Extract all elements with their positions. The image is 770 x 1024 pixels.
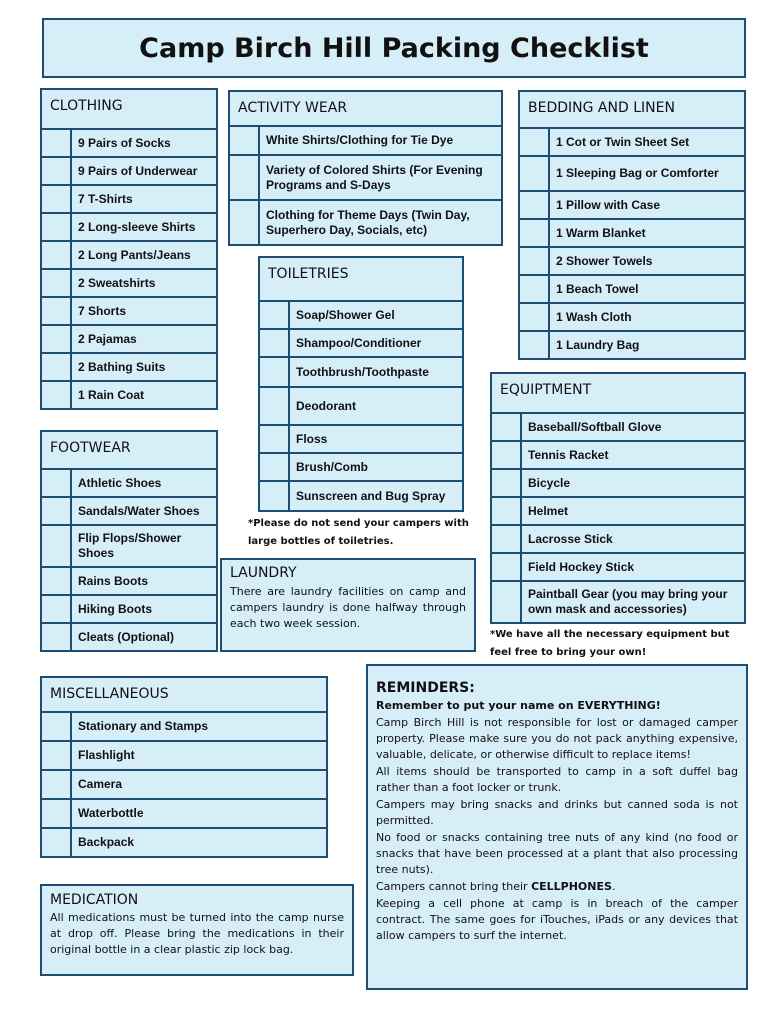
checklist-row [42,711,326,740]
checklist-row [42,769,326,798]
checklist-item-label: 1 Rain Coat [78,387,145,402]
reminders-p1: Camp Birch Hill is not responsible for lost or damaged camper property. Please make sure you do not pack anything expensive, valuable, delicate, or otherwise difficult to replace items! [376,716,738,761]
checklist-item-label: Soap/Shower Gel [296,307,395,322]
checkbox[interactable] [42,242,72,268]
checklist-item-label: Waterbottle [78,806,144,820]
checklist-row [42,594,216,622]
checklist-row [42,524,216,566]
checkbox[interactable] [260,388,290,424]
checklist-row [492,524,744,552]
checklist-item-label: Shampoo/Conditioner [296,335,422,350]
checklist-item-label: Baseball/Softball Glove [528,419,662,434]
checkbox[interactable] [42,270,72,296]
checkbox[interactable] [42,326,72,352]
title-banner [42,18,746,78]
checkbox[interactable] [492,498,522,524]
checklist-item-label: Deodorant [296,398,356,413]
checkbox[interactable] [42,771,72,798]
checklist-item-label: Camera [78,777,123,791]
checklist-item-label: 1 Wash Cloth [556,309,632,324]
checkbox[interactable] [492,526,522,552]
activity-wear-heading: ACTIVITY WEAR [238,100,348,116]
footwear-heading: FOOTWEAR [50,440,131,456]
checkbox[interactable] [520,276,550,302]
checklist-row [260,452,462,480]
checklist-row [260,386,462,424]
reminders-heading: REMINDERS: [376,680,475,696]
checklist-item-label: Backpack [78,835,135,849]
checklist-row [492,552,744,580]
checklist-item-label: 7 T-Shirts [78,191,133,206]
checklist-item-label: Field Hockey Stick [528,559,635,574]
footwear-section [40,430,218,652]
checkbox[interactable] [260,302,290,328]
checklist-row [42,268,216,296]
toiletries-note: *Please do not send your campers with large bottles of toiletries. [248,518,469,547]
checkbox[interactable] [42,829,72,856]
checkbox[interactable] [42,624,72,650]
checkbox[interactable] [42,158,72,184]
reminders-lead: Remember to put your name on EVERYTHING! [376,699,661,712]
checklist-item-label: 2 Pajamas [78,331,137,346]
checklist-item-label: 9 Pairs of Socks [78,135,171,150]
equipment-list [492,412,744,622]
reminders-p4: No food or snacks containing tree nuts of any kind (no food or snacks that have been processed at a plant that also processing tree nuts). [376,831,738,876]
checklist-item-label: Bicycle [528,475,571,490]
checkbox[interactable] [42,130,72,156]
checklist-row [260,328,462,356]
checklist-row [492,580,744,622]
checklist-item-label: Paintball Gear (you may bring your own mask and accessories) [528,587,728,616]
checklist-row [520,127,744,155]
equipment-note: *We have all the necessary equipment but feel free to bring your own! [490,629,730,658]
toiletries-section [258,256,464,512]
checklist-row [520,190,744,218]
checklist-row [42,468,216,496]
checkbox[interactable] [230,201,260,244]
checklist-row [492,440,744,468]
checklist-row [260,424,462,452]
checkbox[interactable] [492,414,522,440]
checklist-item-label: 2 Bathing Suits [78,359,166,374]
reminders-p6: Keeping a cell phone at camp is in breach of the camper contract. The same goes for iTouches, iPads or any devices that allow campers to surf the internet. [376,897,738,942]
checklist-item-label: 7 Shorts [78,303,127,318]
checklist-row [492,496,744,524]
checklist-row [520,246,744,274]
misc-list [42,711,326,856]
checklist-row [230,199,501,244]
checklist-row [492,468,744,496]
checklist-row [42,740,326,769]
checklist-item-label: Lacrosse Stick [528,531,613,546]
checkbox[interactable] [42,298,72,324]
checklist-item-label: Toothbrush/Toothpaste [296,364,429,379]
checklist-item-label: Brush/Comb [296,459,368,474]
checkbox[interactable] [42,186,72,212]
checkbox[interactable] [42,382,72,408]
checklist-row [492,412,744,440]
checklist-item-label: Cleats (Optional) [78,629,175,644]
checkbox[interactable] [520,129,550,155]
activity-wear-section [228,90,503,246]
checklist-row [42,827,326,856]
medication-heading: MEDICATION [50,892,139,908]
checkbox[interactable] [520,220,550,246]
checklist-item-label: 1 Beach Towel [556,281,639,296]
activity-wear-list [230,125,501,244]
checklist-row [230,125,501,154]
checkbox[interactable] [520,192,550,218]
checklist-row [42,296,216,324]
checklist-item-label: 2 Shower Towels [556,253,653,268]
checklist-row [260,300,462,328]
checklist-row [520,274,744,302]
checklist-row [42,240,216,268]
checklist-row [260,480,462,510]
checkbox[interactable] [492,470,522,496]
checkbox[interactable] [230,156,260,199]
checklist-row [42,156,216,184]
checklist-item-label: Variety of Colored Shirts (For Evening Programs and S-Days [266,162,483,192]
misc-heading: MISCELLANEOUS [50,686,169,702]
reminders-p5-text: Campers cannot bring their [376,880,532,893]
checklist-row [42,212,216,240]
checklist-item-label: 1 Warm Blanket [556,225,646,240]
bedding-section [518,90,746,360]
laundry-section [220,558,476,652]
checkbox[interactable] [42,354,72,380]
checklist-row [42,798,326,827]
checkbox[interactable] [520,157,550,190]
clothing-section [40,88,218,410]
toiletries-list [260,300,462,510]
checklist-item-label: Tennis Racket [528,447,609,462]
checklist-row [260,356,462,386]
checkbox[interactable] [42,214,72,240]
equipment-heading: EQUIPTMENT [500,382,592,398]
checkbox[interactable] [260,358,290,386]
checklist-row [520,302,744,330]
checkbox[interactable] [492,554,522,580]
reminders-p5 [368,879,746,895]
checklist-item-label: 9 Pairs of Underwear [78,163,198,178]
checkbox[interactable] [42,526,72,566]
reminders-p2: All items should be transported to camp in a soft duffel bag rather than a foot locker or trunk. [376,765,738,794]
checkbox[interactable] [520,332,550,358]
checklist-item-label: Clothing for Theme Days (Twin Day, Superhero Day, Socials, etc) [266,207,470,237]
checklist-item-label: White Shirts/Clothing for Tie Dye [266,133,454,147]
checklist-row [42,184,216,212]
checklist-item-label: 2 Sweatshirts [78,275,156,290]
equipment-section [490,372,746,624]
checklist-item-label: 2 Long-sleeve Shirts [78,219,196,234]
checkbox[interactable] [260,426,290,452]
checklist-item-label: Hiking Boots [78,601,152,616]
checkbox[interactable] [42,568,72,594]
checklist-row [42,128,216,156]
checklist-item-label: Sandals/Water Shoes [78,503,200,518]
checklist-item-label: 1 Laundry Bag [556,337,640,352]
toiletries-heading: TOILETRIES [268,266,349,282]
checkbox[interactable] [520,304,550,330]
checklist-item-label: Stationary and Stamps [78,719,209,733]
page-title: Camp Birch Hill Packing Checklist [139,32,649,64]
medication-section [40,884,354,976]
checkbox[interactable] [42,498,72,524]
checkbox[interactable] [42,713,72,740]
checklist-row [42,352,216,380]
checklist-row [42,324,216,352]
checkbox[interactable] [260,454,290,480]
reminders-p5-cellphones: CELLPHONES [531,880,612,893]
bedding-heading: BEDDING AND LINEN [528,100,675,116]
checklist-row [42,496,216,524]
bedding-list [520,127,744,358]
checklist-row [520,330,744,358]
reminders-p3: Campers may bring snacks and drinks but canned soda is not permitted. [376,798,738,827]
checkbox[interactable] [492,442,522,468]
checklist-row [42,566,216,594]
checklist-item-label: Rains Boots [78,573,149,588]
checkbox[interactable] [260,330,290,356]
checklist-item-label: Sunscreen and Bug Spray [296,488,446,503]
checkbox[interactable] [42,596,72,622]
checklist-row [230,154,501,199]
checklist-item-label: 1 Cot or Twin Sheet Set [556,134,690,149]
checklist-item-label: 2 Long Pants/Jeans [78,247,191,262]
checklist-item-label: 1 Pillow with Case [556,197,661,212]
checklist-row [520,218,744,246]
checkbox[interactable] [230,127,260,154]
checklist-item-label: Athletic Shoes [78,475,162,490]
clothing-list [42,128,216,408]
checklist-row [42,380,216,408]
checklist-row [520,155,744,190]
laundry-heading: LAUNDRY [230,565,297,581]
reminders-p5-end: . [611,880,616,893]
reminders-section [366,664,748,990]
checkbox[interactable] [492,582,522,622]
checklist-row [42,622,216,650]
clothing-heading: CLOTHING [50,98,123,114]
checkbox[interactable] [42,742,72,769]
checkbox[interactable] [520,248,550,274]
checklist-item-label: Helmet [528,503,569,518]
misc-section [40,676,328,858]
checklist-item-label: Flashlight [78,748,135,762]
checkbox[interactable] [260,482,290,510]
checklist-item-label: 1 Sleeping Bag or Comforter [556,166,719,180]
laundry-text: There are laundry facilities on camp and campers laundry is done halfway through each two week session. [230,585,466,630]
footwear-list [42,468,216,650]
checklist-item-label: Flip Flops/Shower Shoes [78,531,182,560]
checkbox[interactable] [42,470,72,496]
checklist-item-label: Floss [296,431,328,446]
medication-text: All medications must be turned into the camp nurse at drop off. Please bring the medications in their original bottle in a clear plastic zip lock bag. [50,911,344,956]
checkbox[interactable] [42,800,72,827]
